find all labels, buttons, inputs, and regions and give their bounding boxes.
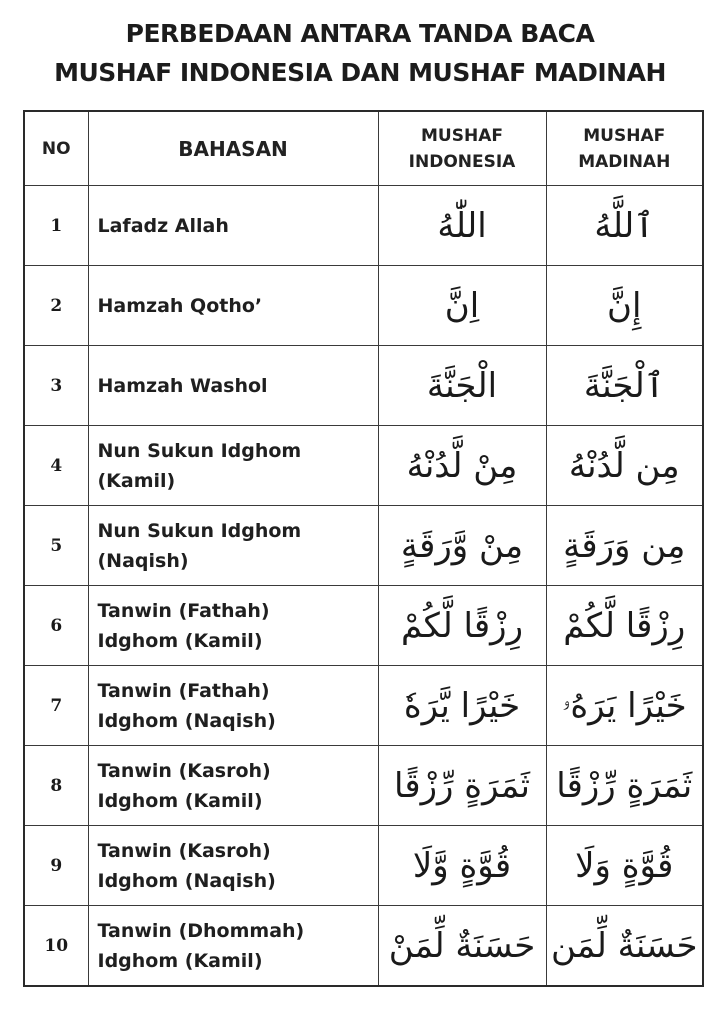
table-row — [24, 586, 703, 666]
arabic-indonesia: قُوَّةٍ وَّلَا — [378, 826, 546, 906]
row-topic-line-1: Nun Sukun Idghom — [97, 439, 302, 462]
table-row — [24, 506, 703, 586]
row-topic — [88, 266, 378, 346]
row-topic-line-2: (Naqish) — [97, 549, 189, 572]
arabic-indonesia: الْجَنَّةَ — [378, 346, 546, 426]
row-topic — [88, 506, 378, 586]
row-number: 6 — [24, 586, 88, 666]
arabic-madinah: قُوَّةٍ وَلَا — [546, 826, 703, 906]
row-topic-line-1: Hamzah Washol — [97, 374, 268, 397]
arabic-indonesia: مِنْ لَّدُنْهُ — [378, 426, 546, 506]
row-number: 4 — [24, 426, 88, 506]
arabic-madinah: خَيْرًا يَرَهُۥ — [546, 666, 703, 746]
arabic-indonesia: رِزْقًا لَّكُمْ — [378, 586, 546, 666]
arabic-indonesia: حَسَنَةٌ لِّمَنْ — [378, 906, 546, 987]
row-topic-line-1: Tanwin (Kasroh) — [97, 759, 271, 782]
row-topic — [88, 186, 378, 266]
row-number: 3 — [24, 346, 88, 426]
row-topic-line-2: Idghom (Kamil) — [97, 789, 263, 812]
arabic-madinah: ٱللَّهُ — [546, 186, 703, 266]
table-row — [24, 826, 703, 906]
row-topic-line-2: (Kamil) — [97, 469, 176, 492]
row-topic-line-1: Hamzah Qotho’ — [97, 294, 263, 317]
arabic-madinah: ثَمَرَةٍ رِّزْقًا — [546, 746, 703, 826]
table-row — [24, 426, 703, 506]
table-row — [24, 266, 703, 346]
arabic-indonesia: اِنَّ — [378, 266, 546, 346]
row-number: 5 — [24, 506, 88, 586]
row-topic-line-2: Idghom (Naqish) — [97, 709, 276, 732]
row-number: 9 — [24, 826, 88, 906]
header-mushaf-indonesia — [378, 111, 546, 186]
row-topic-line-1: Lafadz Allah — [97, 214, 229, 237]
row-number: 1 — [24, 186, 88, 266]
table-header-row — [24, 111, 703, 186]
arabic-madinah: مِن لَّدُنْهُ — [546, 426, 703, 506]
arabic-indonesia: اللّٰهُ — [378, 186, 546, 266]
arabic-indonesia: مِنْ وَّرَقَةٍ — [378, 506, 546, 586]
row-topic-line-1: Nun Sukun Idghom — [97, 519, 302, 542]
row-topic — [88, 666, 378, 746]
header-madinah-line-2: MADINAH — [578, 151, 671, 172]
arabic-madinah: رِزْقًا لَّكُمْ — [546, 586, 703, 666]
header-indonesia-line-2: INDONESIA — [408, 151, 516, 172]
header-bahasan: BAHASAN — [88, 111, 378, 186]
row-topic-line-1: Tanwin (Fathah) — [97, 679, 270, 702]
table-row — [24, 906, 703, 987]
header-madinah-line-1: MUSHAF — [583, 125, 666, 146]
row-number: 10 — [24, 906, 88, 987]
page-title-line-1: PERBEDAAN ANTARA TANDA BACA — [125, 19, 595, 48]
row-number: 8 — [24, 746, 88, 826]
header-indonesia-line-1: MUSHAF — [421, 125, 503, 146]
arabic-madinah: مِن وَرَقَةٍ — [546, 506, 703, 586]
header-mushaf-madinah — [546, 111, 703, 186]
header-no: NO — [24, 111, 88, 186]
row-number: 2 — [24, 266, 88, 346]
table-row — [24, 346, 703, 426]
row-topic-line-1: Tanwin (Kasroh) — [97, 839, 271, 862]
row-topic-line-2: Idghom (Kamil) — [97, 629, 263, 652]
row-topic-line-1: Tanwin (Fathah) — [97, 599, 270, 622]
row-topic-line-1: Tanwin (Dhommah) — [97, 919, 305, 942]
row-topic — [88, 586, 378, 666]
row-topic — [88, 346, 378, 426]
row-topic — [88, 826, 378, 906]
arabic-madinah: إِنَّ — [546, 266, 703, 346]
row-topic — [88, 906, 378, 987]
row-topic-line-2: Idghom (Naqish) — [97, 869, 276, 892]
page-title-line-2: MUSHAF INDONESIA DAN MUSHAF MADINAH — [54, 58, 666, 87]
row-topic-line-2: Idghom (Kamil) — [97, 949, 263, 972]
arabic-madinah: حَسَنَةٌ لِّمَن — [546, 906, 703, 987]
row-topic — [88, 426, 378, 506]
comparison-table — [23, 110, 704, 987]
arabic-indonesia: ثَمَرَةٍ رِّزْقًا — [378, 746, 546, 826]
arabic-indonesia: خَيْرًا يَّرَهٗ — [378, 666, 546, 746]
row-number: 7 — [24, 666, 88, 746]
table-row — [24, 746, 703, 826]
table-row — [24, 186, 703, 266]
row-topic — [88, 746, 378, 826]
table-row — [24, 666, 703, 746]
arabic-madinah: ٱلْجَنَّةَ — [546, 346, 703, 426]
